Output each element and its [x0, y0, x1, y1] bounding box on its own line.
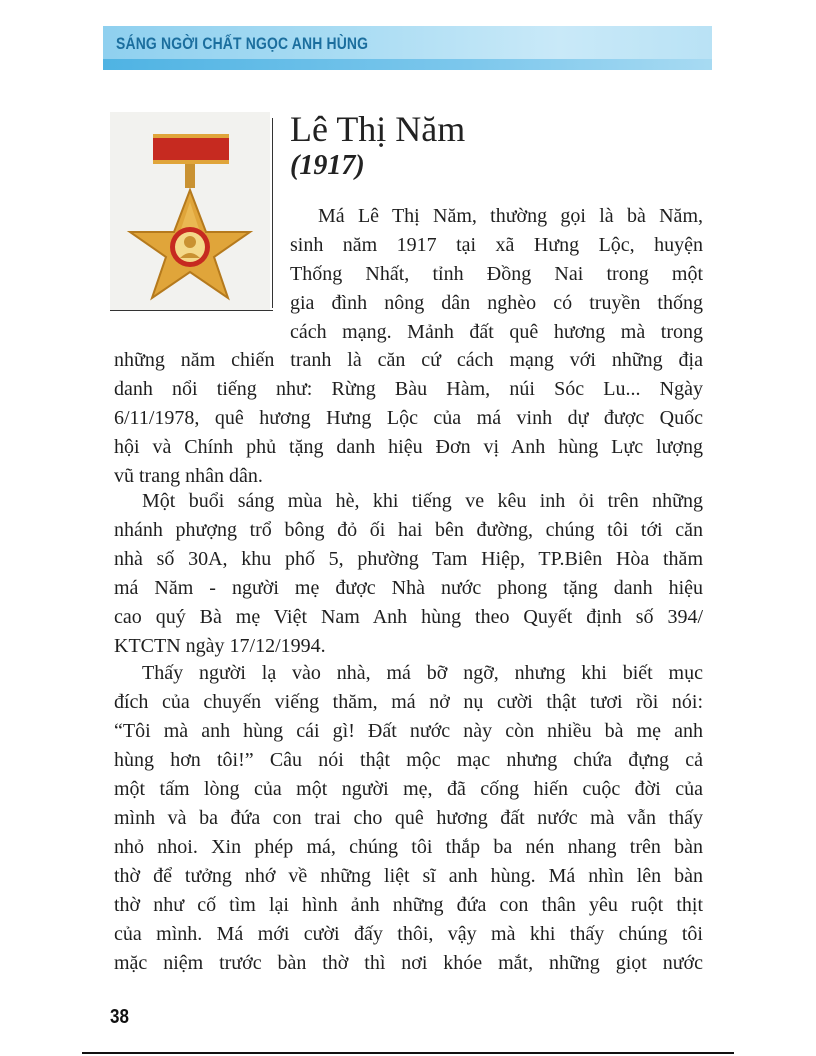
text-line: sinh năm 1917 tại xã Hưng Lộc, huyện [290, 234, 703, 256]
text-line: KTCTN ngày 17/12/1994. [114, 635, 326, 657]
hero-mother-medal-icon [110, 112, 270, 310]
person-name: Lê Thị Năm [290, 109, 466, 149]
text-line: nhánh phượng trổ bông đỏ ối hai bên đường, chúng tôi tới căn [114, 519, 703, 541]
text-line: gia đình nông dân nghèo có truyền thống [290, 292, 703, 314]
text-line: của mình. Má mới cười đấy thôi, vậy mà khi thấy chúng tôi [114, 923, 703, 945]
text-line: cao quý Bà mẹ Việt Nam Anh hùng theo Quyết định số 394/ [114, 606, 703, 628]
medal-ribbon-trim [153, 134, 229, 138]
medal-ribbon-trim [153, 160, 229, 164]
section-header-stripe [103, 59, 712, 70]
text-line: một tấm lòng của một người mẹ, đã cống hiến cuộc đời của [114, 778, 703, 800]
medal-portrait-head [184, 236, 196, 248]
person-year: (1917) [290, 150, 365, 181]
text-line: cách mạng. Mảnh đất quê hương mà trong [290, 321, 703, 343]
text-line: nhỏ nhoi. Xin phép má, chúng tôi thắp ba nén nhang trên bàn [114, 836, 703, 858]
text-line: vũ trang nhân dân. [114, 465, 263, 487]
paragraph-1-top [290, 202, 703, 347]
text-line: thờ để tưởng nhớ về những liệt sĩ anh hùng. Má nhìn lên bàn [114, 865, 703, 887]
image-rule-bottom [110, 310, 273, 311]
text-line: Má Lê Thị Năm, thường gọi là bà Năm, [318, 205, 703, 227]
medal-ribbon-bar [153, 134, 229, 164]
text-line: 6/11/1978, quê hương Hưng Lộc của má vinh dự được Quốc [114, 407, 703, 429]
text-line: mặc niệm trước bàn thờ thì nơi khóe mắt, những giọt nước [114, 952, 703, 974]
text-line: những năm chiến tranh là căn cứ cách mạng với những địa [114, 349, 703, 371]
section-title: SÁNG NGỜI CHẤT NGỌC ANH HÙNG [116, 34, 369, 53]
paragraph-3 [114, 659, 703, 978]
text-line: “Tôi mà anh hùng cái gì! Đất nước này còn nhiều bà mẹ anh [114, 720, 703, 742]
text-line: thờ như cố tìm lại hình ảnh những đứa con thân yêu ruột thịt [114, 894, 703, 916]
text-line: Một buổi sáng mùa hè, khi tiếng ve kêu inh ỏi trên những [142, 490, 703, 512]
paragraph-1-continued [114, 346, 703, 491]
text-line: hội và Chính phủ tặng danh hiệu Đơn vị Anh hùng Lực lượng [114, 436, 703, 458]
page-number: 38 [110, 1006, 129, 1028]
text-line: danh nổi tiếng như: Rừng Bàu Hàm, núi Sóc Lu... Ngày [114, 378, 703, 400]
text-line: má Năm - người mẹ được Nhà nước phong tặng danh hiệu [114, 577, 703, 599]
text-line: mình và ba đứa con trai cho quê hương đất nước mà vẫn thấy [114, 807, 703, 829]
footer-rule [82, 1052, 734, 1054]
text-line: Thống Nhất, tỉnh Đồng Nai trong một [290, 263, 703, 285]
medal-image [110, 112, 270, 310]
text-line: nhà số 30A, khu phố 5, phường Tam Hiệp, TP.Biên Hòa thăm [114, 548, 703, 570]
paragraph-2 [114, 487, 703, 661]
text-line: hùng hơn tôi!” Câu nói thật mộc mạc nhưng chứa đựng cả [114, 749, 703, 771]
text-line: đích của chuyến viếng thăm, má nở nụ cười thật tươi rồi nói: [114, 691, 703, 713]
image-rule-right [272, 118, 273, 308]
medal-ring [185, 164, 195, 188]
text-line: Thấy người lạ vào nhà, má bỡ ngỡ, nhưng khi biết mục [142, 662, 703, 684]
